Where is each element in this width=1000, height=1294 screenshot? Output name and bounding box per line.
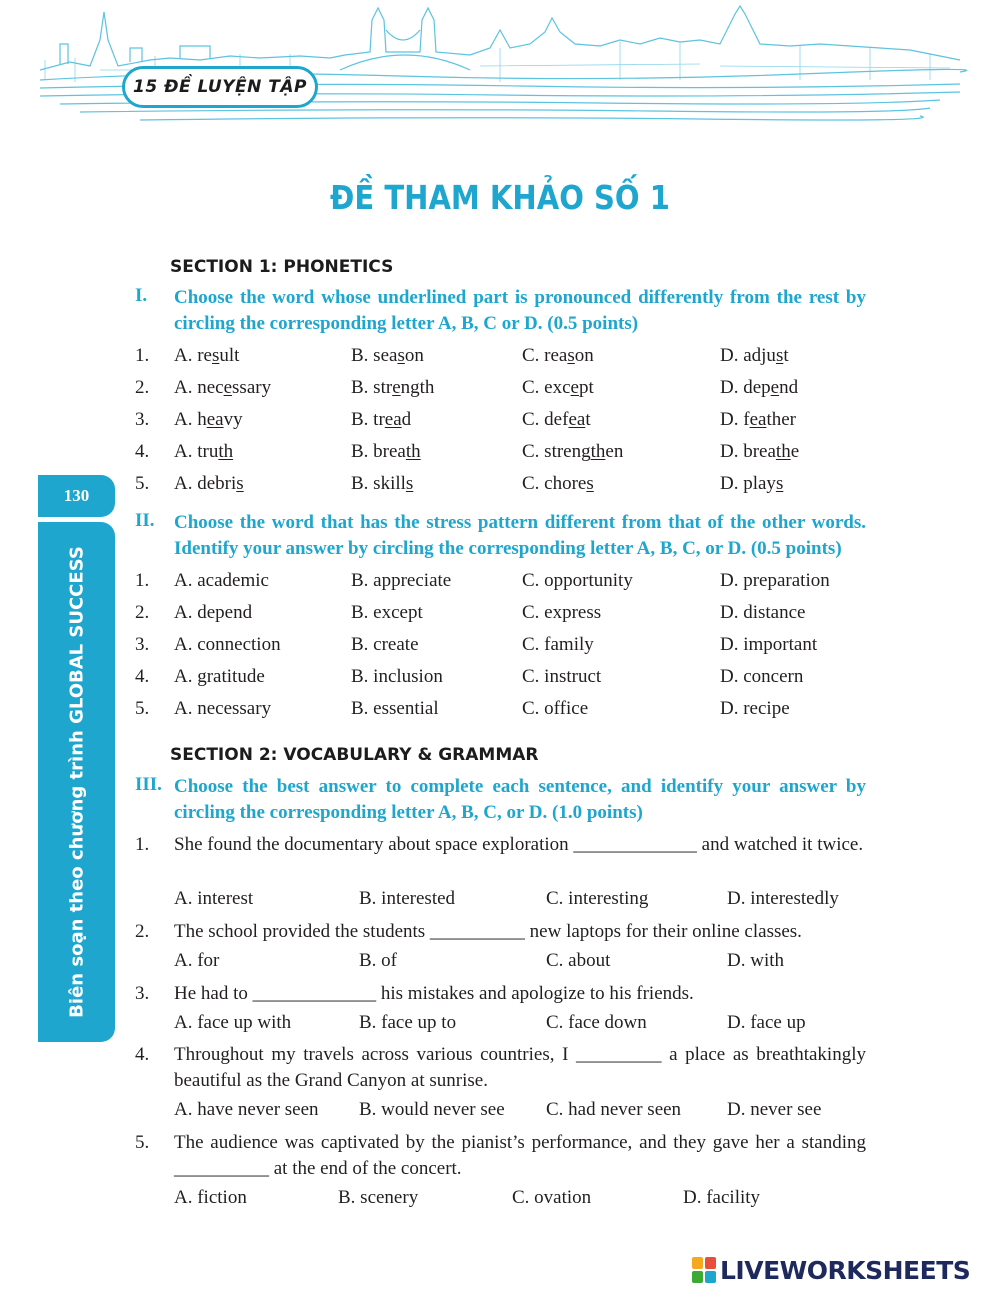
answer-option[interactable]: A. necessary (174, 698, 272, 719)
options-row (0, 948, 1000, 974)
answer-option[interactable]: B. except (351, 602, 423, 623)
answer-option[interactable]: A. fiction (174, 1187, 247, 1208)
answer-option[interactable]: D. breathe (720, 441, 800, 462)
brand-name: LIVEWORKSHEETS (720, 1255, 971, 1285)
liveworksheets-brand[interactable] (692, 1255, 970, 1285)
stress-row (0, 600, 1000, 626)
question-number: 4. (135, 441, 150, 462)
answer-option[interactable]: B. interested (359, 888, 456, 909)
answer-option[interactable]: D. recipe (720, 698, 790, 719)
question-text: He had to _____________ his mistakes and apologize to his friends. (174, 983, 694, 1004)
part-1-number: I. (135, 285, 148, 306)
options-row (0, 886, 1000, 912)
side-tab-text: Biên soạn theo chương trình GLOBAL SUCCESS (66, 546, 87, 1018)
question-text: The audience was captivated by the pianist’s performance, and they gave her a standing __________ at the end of the concert. (174, 1132, 866, 1179)
answer-option[interactable]: D. depend (720, 377, 799, 398)
answer-option[interactable]: B. appreciate (351, 570, 452, 591)
answer-option[interactable]: D. concern (720, 666, 804, 687)
phonetics-row (0, 471, 1000, 497)
answer-option[interactable]: B. create (351, 634, 419, 655)
part-3-number: III. (135, 774, 162, 795)
answer-option[interactable]: C. opportunity (522, 570, 633, 591)
stress-row (0, 632, 1000, 658)
question-number: 5. (135, 698, 150, 719)
answer-option[interactable]: A. have never seen (174, 1099, 319, 1120)
section-1-heading: SECTION 1: PHONETICS (170, 257, 394, 277)
question-number: 3. (135, 634, 150, 655)
question-text: Throughout my travels across various countries, I _________ a place as breathtakingly beautiful as the Grand Canyon at sunrise. (174, 1044, 866, 1091)
answer-option[interactable]: A. interest (174, 888, 254, 909)
answer-option[interactable]: D. face up (727, 1012, 806, 1033)
answer-option[interactable]: C. except (522, 377, 594, 398)
stress-row (0, 568, 1000, 594)
answer-option[interactable]: A. result (174, 345, 240, 366)
part-1-instruction: Choose the word whose underlined part is pronounced differently from the rest by circling the corresponding letter A, B, C or D. (0.5 points) (174, 287, 866, 334)
question-number: 5. (135, 1132, 150, 1153)
answer-option[interactable]: A. face up with (174, 1012, 292, 1033)
question-number: 3. (135, 409, 150, 430)
answer-option[interactable]: D. never see (727, 1099, 822, 1120)
answer-option[interactable]: B. inclusion (351, 666, 443, 687)
part-2-number: II. (135, 510, 155, 531)
answer-option[interactable]: A. necessary (174, 377, 272, 398)
answer-option[interactable]: B. of (359, 950, 397, 971)
logo-square (692, 1271, 703, 1283)
answer-option[interactable]: B. breath (351, 441, 421, 462)
answer-option[interactable]: A. truth (174, 441, 234, 462)
answer-option[interactable]: C. strengthen (522, 441, 624, 462)
answer-option[interactable]: B. strength (351, 377, 435, 398)
answer-option[interactable]: C. defeat (522, 409, 591, 430)
liveworksheets-logo-icon (692, 1257, 716, 1283)
answer-option[interactable]: D. distance (720, 602, 806, 623)
question-number: 4. (135, 1044, 150, 1065)
answer-option[interactable]: A. academic (174, 570, 269, 591)
answer-option[interactable]: B. tread (351, 409, 412, 430)
answer-option[interactable]: D. adjust (720, 345, 789, 366)
page-title: ĐỀ THAM KHẢO SỐ 1 (330, 178, 670, 217)
answer-option[interactable]: C. about (546, 950, 611, 971)
logo-square (705, 1257, 716, 1269)
answer-option[interactable]: B. scenery (338, 1187, 419, 1208)
stress-row (0, 696, 1000, 722)
answer-option[interactable]: C. interesting (546, 888, 649, 909)
part-2-instruction: Choose the word that has the stress pattern different from that of the other words. Identify your answer by circling the corresponding letter A, B, C, or D. (0.5 points) (174, 512, 866, 559)
answer-option[interactable]: C. chores (522, 473, 594, 494)
answer-option[interactable]: C. express (522, 602, 602, 623)
question-text: The school provided the students __________ new laptops for their online classes. (174, 921, 802, 942)
question-text: She found the documentary about space exploration _____________ and watched it twice. (174, 834, 864, 855)
answer-option[interactable]: A. depend (174, 602, 253, 623)
answer-option[interactable]: C. family (522, 634, 594, 655)
answer-option[interactable]: B. season (351, 345, 424, 366)
answer-option[interactable]: A. connection (174, 634, 281, 655)
section-2-heading: SECTION 2: VOCABULARY & GRAMMAR (170, 745, 539, 765)
answer-option[interactable]: A. heavy (174, 409, 243, 430)
answer-option[interactable]: A. for (174, 950, 220, 971)
answer-option[interactable]: C. ovation (512, 1187, 592, 1208)
answer-option[interactable]: B. face up to (359, 1012, 457, 1033)
question-number: 3. (135, 983, 150, 1004)
series-badge: 15 ĐỀ LUYỆN TẬP (122, 66, 318, 108)
answer-option[interactable]: C. instruct (522, 666, 602, 687)
answer-option[interactable]: D. preparation (720, 570, 830, 591)
question-number: 1. (135, 570, 150, 591)
answer-option[interactable]: D. interestedly (727, 888, 839, 909)
answer-option[interactable]: D. important (720, 634, 818, 655)
question-number: 2. (135, 921, 150, 942)
answer-option[interactable]: C. had never seen (546, 1099, 682, 1120)
question-number: 4. (135, 666, 150, 687)
answer-option[interactable]: B. essential (351, 698, 439, 719)
phonetics-row (0, 343, 1000, 369)
answer-option[interactable]: C. office (522, 698, 589, 719)
phonetics-row (0, 375, 1000, 401)
question-number: 1. (135, 834, 150, 855)
options-row (0, 1010, 1000, 1036)
options-row (0, 1097, 1000, 1123)
logo-square (692, 1257, 703, 1269)
question-number: 1. (135, 345, 150, 366)
options-row (0, 1185, 1000, 1211)
question-number: 2. (135, 377, 150, 398)
answer-option[interactable]: D. plays (720, 473, 784, 494)
question-number: 5. (135, 473, 150, 494)
answer-option[interactable]: D. facility (683, 1187, 761, 1208)
answer-option[interactable]: D. with (727, 950, 784, 971)
answer-option[interactable]: D. feather (720, 409, 796, 430)
answer-option[interactable]: C. reason (522, 345, 594, 366)
logo-square (705, 1271, 716, 1283)
phonetics-row (0, 407, 1000, 433)
phonetics-row (0, 439, 1000, 465)
answer-option[interactable]: A. debris (174, 473, 244, 494)
page-number-tab: 130 (38, 475, 115, 517)
answer-option[interactable]: B. would never see (359, 1099, 505, 1120)
answer-option[interactable]: B. skills (351, 473, 414, 494)
stress-row (0, 664, 1000, 690)
part-3-instruction: Choose the best answer to complete each sentence, and identify your answer by circling the corresponding letter A, B, C, or D. (1.0 points) (174, 776, 866, 823)
question-number: 2. (135, 602, 150, 623)
answer-option[interactable]: C. face down (546, 1012, 647, 1033)
answer-option[interactable]: A. gratitude (174, 666, 265, 687)
